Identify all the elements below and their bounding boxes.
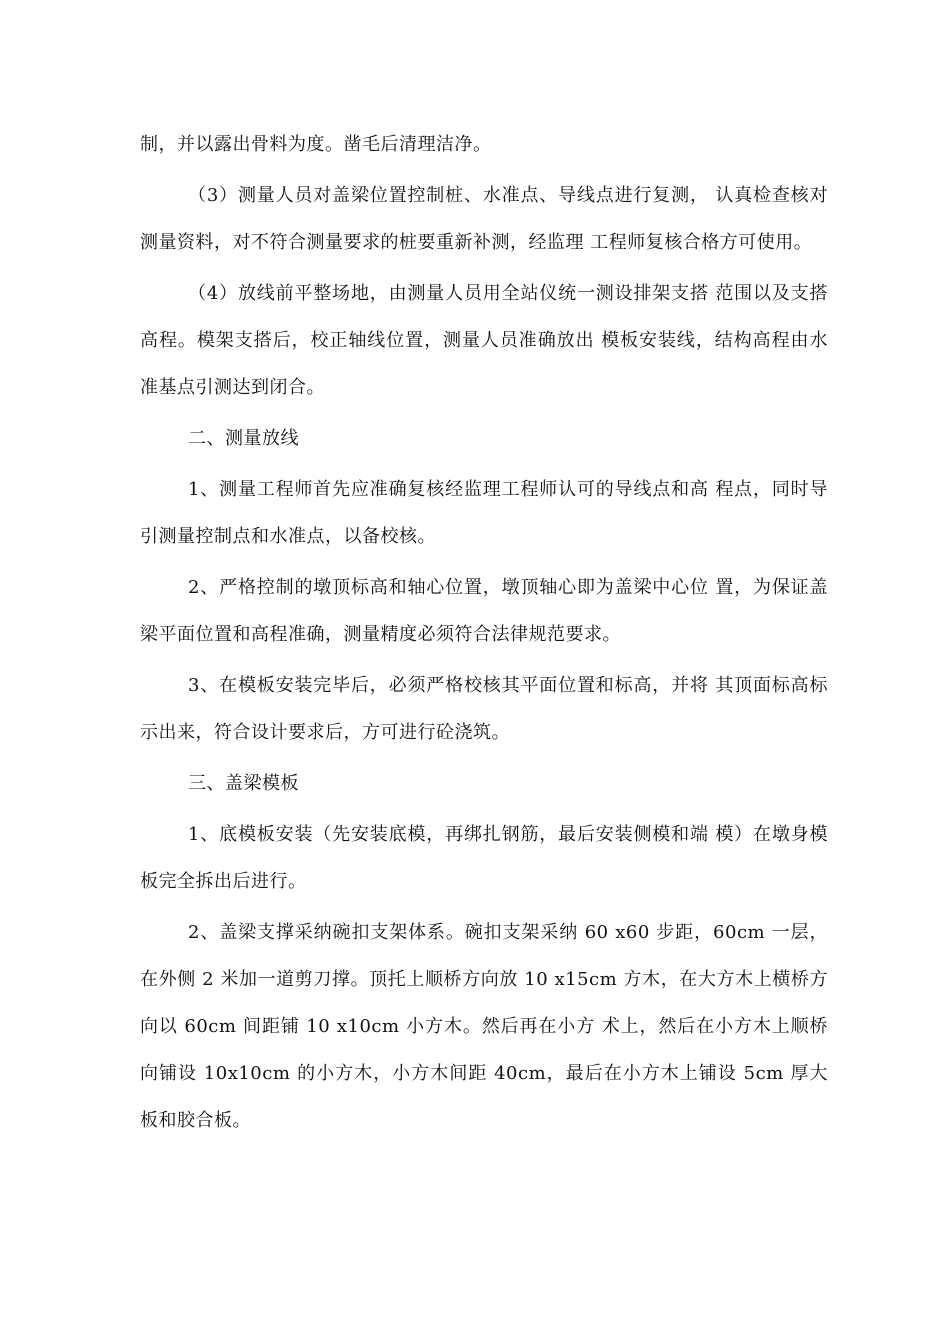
paragraph-pier-elevation: 2、严格控制的墩顶标高和轴心位置，墩顶轴心即为盖梁中心位 置，为保证盖梁平面位置和高程准确，测量精度必须符合法律规范要求。 — [140, 577, 828, 645]
paragraph-support-system: 2、盖梁支撑采纳碗扣支架体系。碗扣支架采纳 60 x60 步距，60cm 一层， 在外侧 2 米加一道剪刀撑。顶托上顺桥方向放 10 x15cm 方木，在大方木上横桥方向以 60cm 间距铺 10 x10cm 小方木。然后再在小方 术上，然后在小方木上顺桥向铺设 10x10cm 的小方木，小方木间距 40cm，最后在小方木上铺设 5cm 厚大板和胶合板。 — [140, 922, 828, 1131]
paragraph-survey-engineer: 1、测量工程师首先应准确复核经监理工程师认可的导线点和高 程点，同时导引测量控制点和水准点，以备校核。 — [140, 479, 828, 547]
paragraph-site-leveling: （4）放线前平整场地，由测量人员用全站仪统一测设排架支搭 范围以及支搭高程。模架支搭后，校正轴线位置，测量人员准确放出 模板安装线，结构高程由水准基点引测达到闭合。 — [140, 283, 828, 398]
section-heading-cap-beam-formwork: 三、盖梁模板 — [188, 773, 299, 794]
paragraph-formwork-check: 3、在模板安装完毕后，必须严格校核其平面位置和标高，并将 其顶面标高标示出来，符合设计要求后，方可进行砼浇筑。 — [140, 675, 828, 743]
paragraph-bottom-formwork: 1、底模板安装（先安装底模，再绑扎钢筋，最后安装侧模和端 模）在墩身模板完全拆出后进行。 — [140, 824, 828, 892]
body-text — [140, 121, 828, 1148]
paragraph-survey-recheck: （3）测量人员对盖梁位置控制桩、水准点、导线点进行复测， 认真检查核对测量资料，对不符合测量要求的桩要重新补测，经监理 工程师复核合格方可使用。 — [140, 185, 828, 253]
paragraph-continuation: 制，并以露出骨料为度。凿毛后清理洁净。 — [140, 134, 492, 155]
section-heading-survey-layout: 二、测量放线 — [188, 428, 299, 449]
